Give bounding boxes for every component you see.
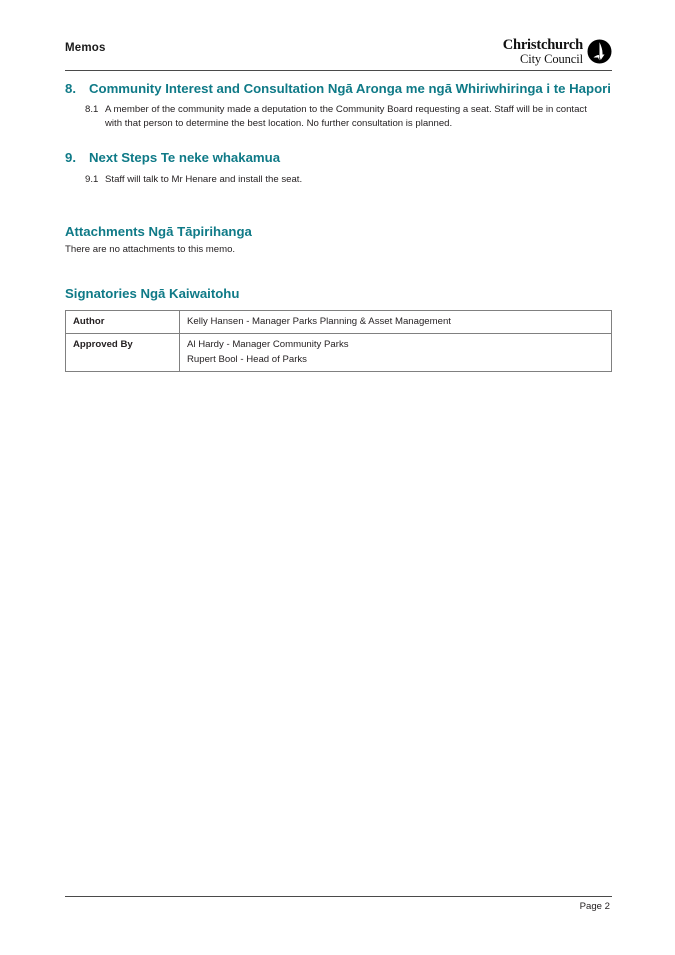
page-header	[65, 38, 612, 72]
section-title: Community Interest and Consultation Ngā Aronga me ngā Whiriwhiringa i te Hapori	[89, 81, 611, 96]
signatory-name: Rupert Bool - Head of Parks	[187, 353, 307, 365]
logo-line-christchurch: Christchurch	[502, 37, 583, 53]
footer-divider	[65, 896, 612, 897]
table-row	[66, 310, 612, 333]
section-spacer	[65, 131, 612, 149]
header-divider	[65, 70, 612, 71]
clause-text: Staff will talk to Mr Henare and install the seat.	[105, 173, 303, 185]
table-cell-label: Author	[66, 310, 180, 333]
section-title: Next Steps Te neke whakamua	[89, 150, 281, 166]
page-footer	[65, 896, 612, 912]
clause	[65, 103, 612, 131]
table-row	[66, 334, 612, 372]
clause-text: A member of the community made a deputation to the Community Board requesting a seat. Staff will be in contact with that person to determine the best location. No further consultation is planned.	[105, 104, 587, 130]
signatory-name: Kelly Hansen - Manager Parks Planning & Asset Management	[187, 315, 451, 327]
table-cell-value	[180, 310, 612, 333]
header-document-title: Memos	[65, 42, 106, 54]
section-heading	[65, 149, 612, 166]
table-cell-label: Approved By	[66, 334, 180, 372]
document-body	[65, 80, 612, 372]
clause	[65, 173, 612, 187]
section-spacer	[65, 257, 612, 285]
attachments-heading: Attachments Ngā Tāpirihanga	[65, 223, 252, 239]
table-cell-value	[180, 334, 612, 372]
signatories-table	[65, 310, 612, 372]
organization-logo	[503, 38, 612, 66]
section-spacer	[65, 187, 612, 223]
signatory-name: Al Hardy - Manager Community Parks	[187, 339, 349, 351]
section-number: 8.	[65, 81, 76, 96]
clause-number: 9.1	[85, 173, 99, 185]
logo-wordmark	[503, 38, 583, 66]
clause-number: 8.1	[85, 104, 99, 116]
attachments-text: There are no attachments to this memo.	[65, 243, 236, 255]
section-number: 9.	[65, 150, 76, 166]
logo-line-city-council: City Council	[519, 52, 583, 67]
christchurch-city-council-emblem-icon	[587, 39, 612, 64]
page-number: Page 2	[579, 901, 610, 912]
section-heading	[65, 80, 612, 97]
signatories-heading: Signatories Ngā Kaiwaitohu	[65, 285, 240, 301]
